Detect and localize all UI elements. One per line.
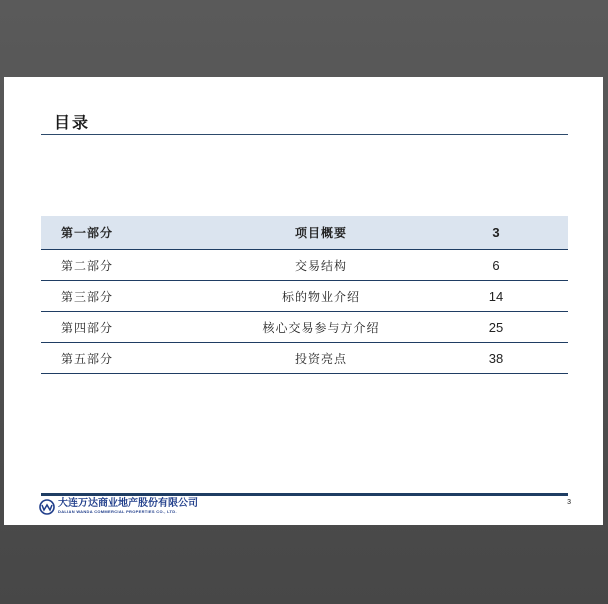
- toc-page-number: 3: [492, 225, 500, 240]
- toc-row: [41, 343, 568, 374]
- table-of-contents: [41, 216, 568, 374]
- toc-row: [41, 250, 568, 281]
- toc-topic: 投资亮点: [294, 351, 347, 366]
- toc-page-number: 25: [488, 319, 504, 335]
- slide-page: [4, 77, 603, 525]
- toc-page-number: 14: [488, 288, 504, 304]
- company-logo: [39, 498, 198, 515]
- toc-topic: 标的物业介绍: [281, 289, 360, 304]
- page-number: 3: [567, 499, 571, 506]
- toc-part: 第三部分: [61, 289, 114, 304]
- toc-row: [41, 312, 568, 343]
- toc-row: [41, 281, 568, 312]
- toc-topic: 核心交易参与方介绍: [262, 320, 380, 335]
- company-name-cn: 大连万达商业地产股份有限公司: [58, 498, 198, 509]
- toc-part: 第一部分: [61, 226, 114, 240]
- toc-part: 第四部分: [61, 320, 114, 335]
- footer-divider: [41, 493, 568, 496]
- company-name-en: DALIAN WANDA COMMERCIAL PROPERTIES CO., LTD.: [58, 509, 177, 514]
- toc-topic: 项目概要: [294, 226, 347, 240]
- toc-page-number: 38: [488, 350, 504, 366]
- toc-topic: 交易结构: [294, 258, 347, 273]
- slide-title: 目录: [54, 113, 91, 132]
- toc-page-number: 6: [492, 257, 500, 273]
- title-divider: [41, 134, 568, 135]
- toc-part: 第五部分: [61, 351, 114, 366]
- wanda-logo-icon: [39, 499, 55, 515]
- toc-row: [41, 216, 568, 250]
- toc-part: 第二部分: [61, 258, 114, 273]
